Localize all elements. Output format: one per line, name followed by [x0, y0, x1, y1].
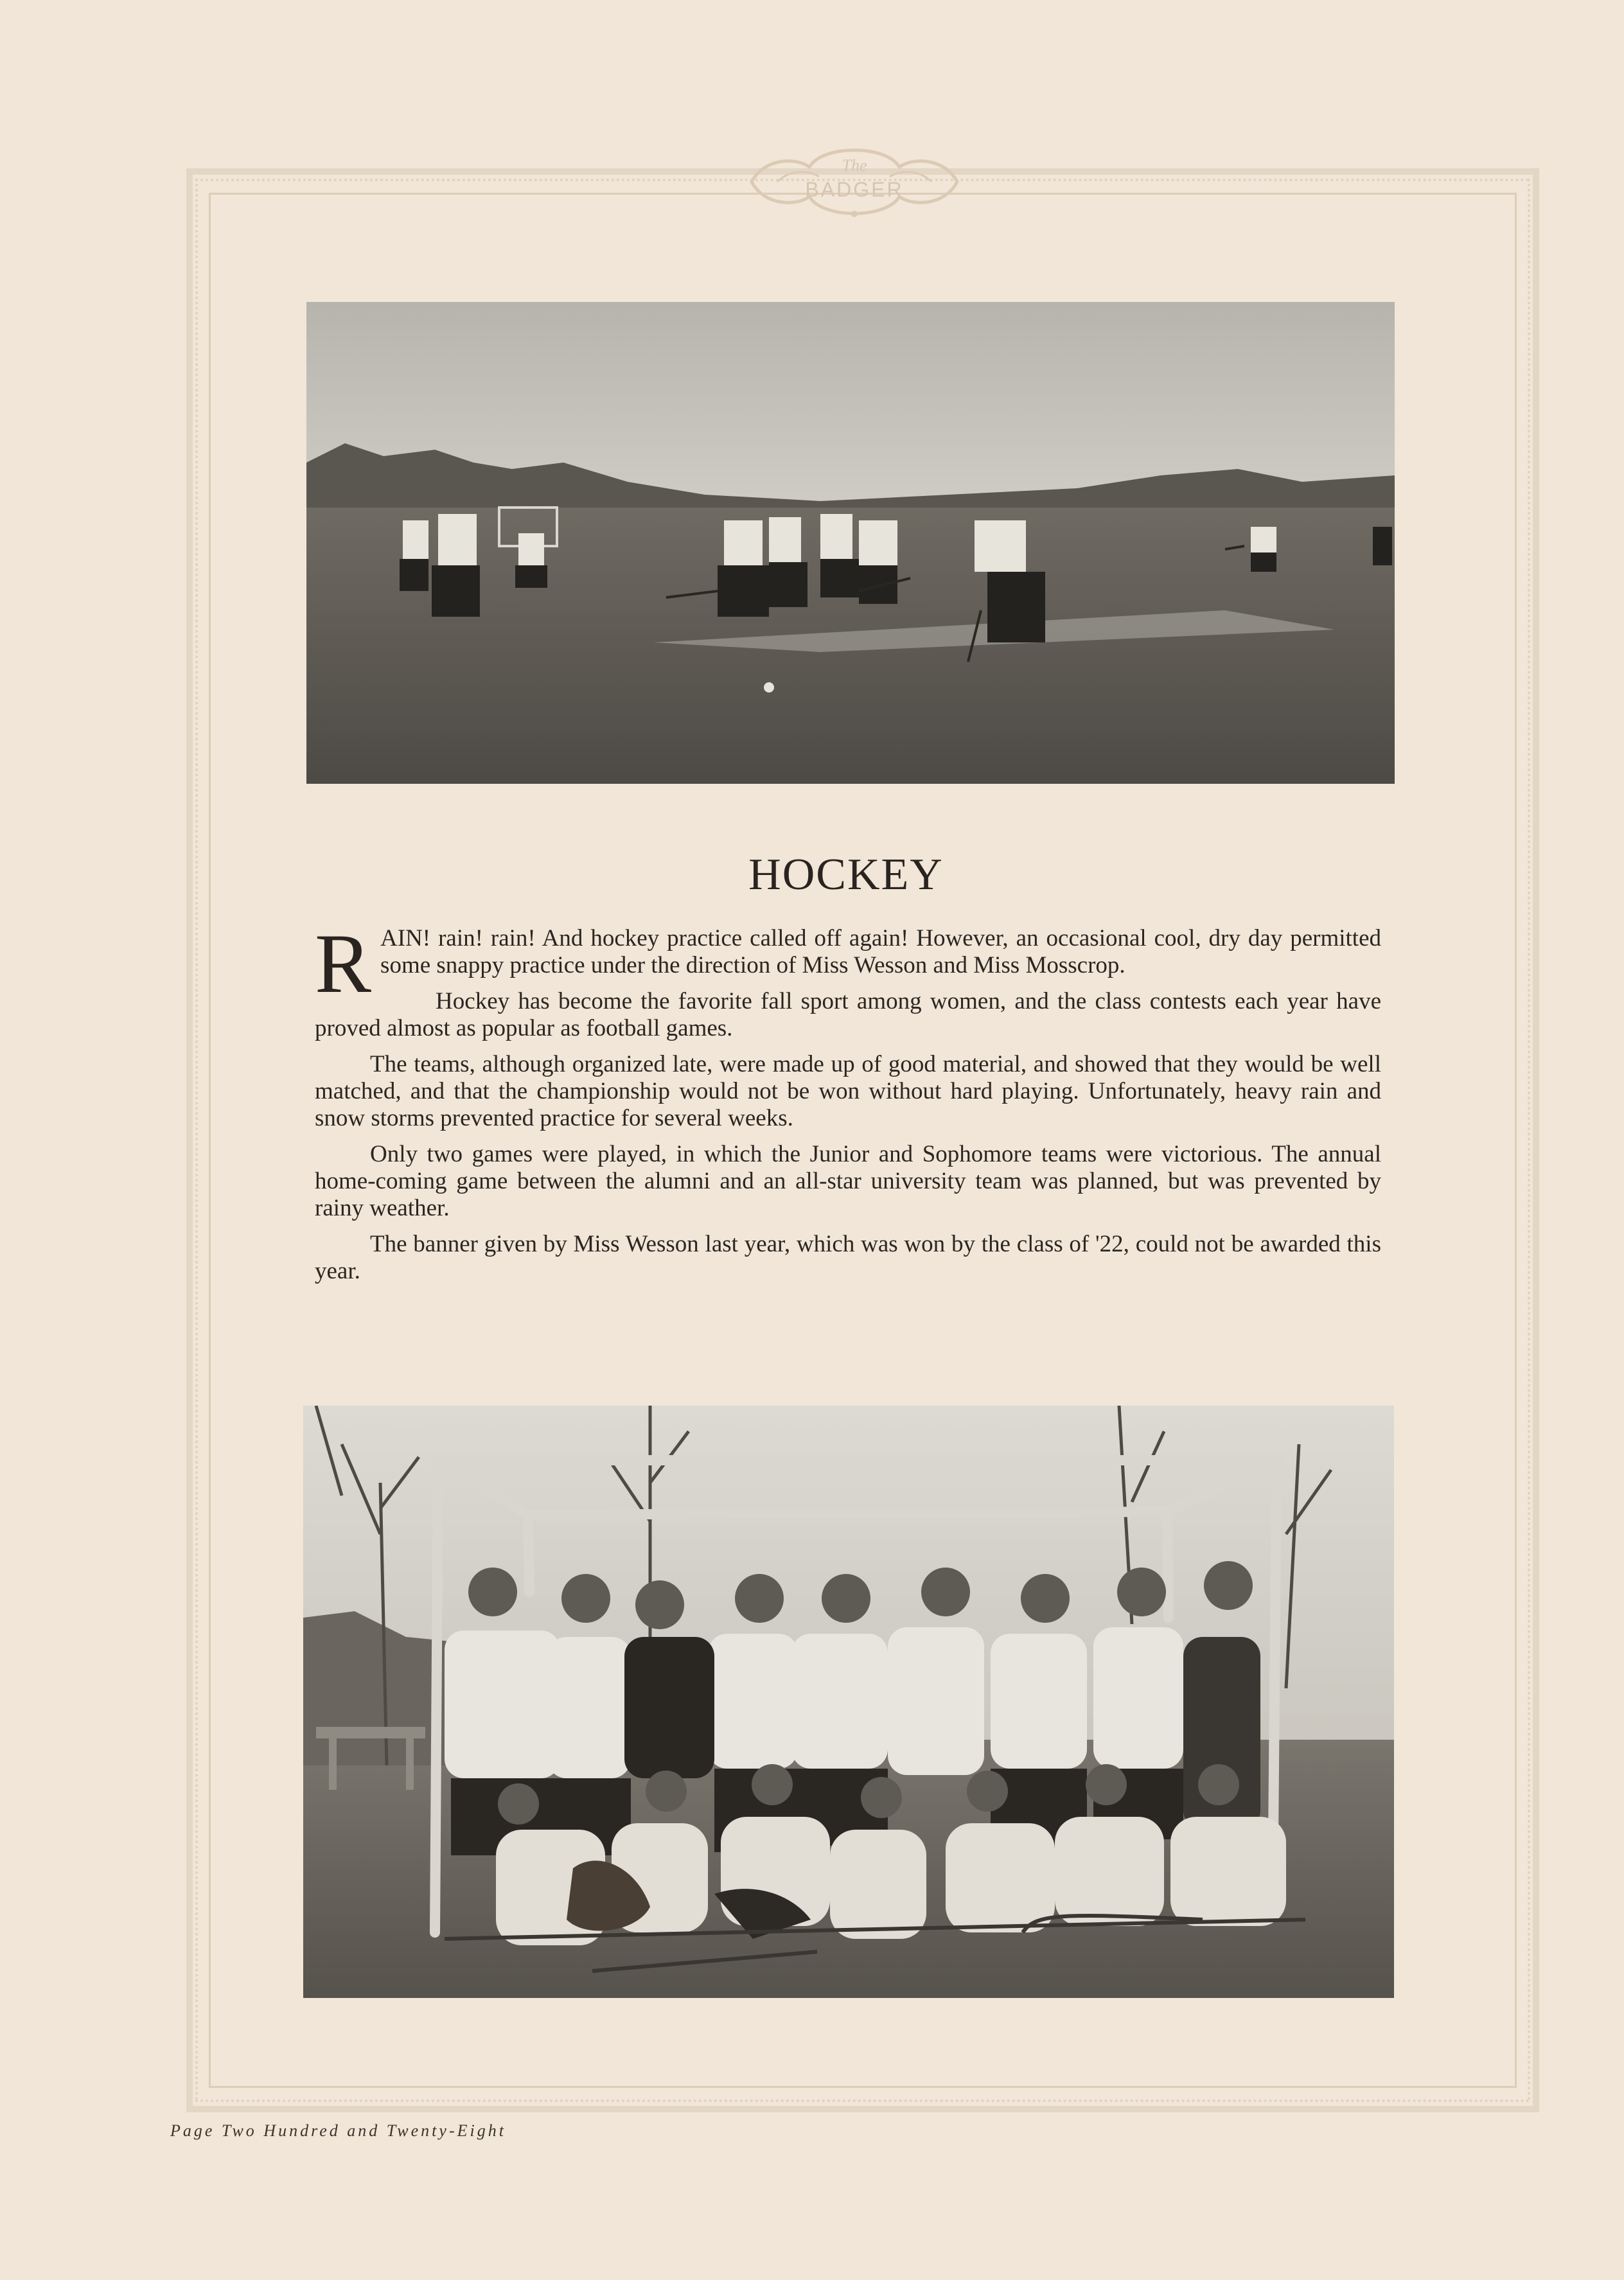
- article-title: HOCKEY: [748, 850, 944, 899]
- article-body: [315, 916, 1381, 1294]
- hockey-game-photo: [306, 302, 1395, 784]
- drop-cap: R: [315, 916, 372, 1011]
- ornament-small-text: The: [842, 156, 867, 175]
- article-paragraph-4: Only two games were played, in which the Junior and Sophomore teams were victorious. The annual home-coming game between the alumni and an all-star university team was planned, but was prevented by rainy weather.: [315, 1141, 1381, 1221]
- hockey-team-photo: [303, 1406, 1394, 1998]
- article-paragraph-2: Hockey has become the favorite fall sport among women, and the class contests each year have proved almost as popular as football games.: [315, 988, 1381, 1041]
- ornament-title: BADGER: [805, 178, 904, 201]
- article-paragraph-5: The banner given by Miss Wesson last year, which was won by the class of '22, could not be awarded this year.: [315, 1231, 1381, 1284]
- article-paragraph-3: The teams, although organized late, were made up of good material, and showed that they would be well matched, and that the championship would not be won without hard playing. Unfortunately, heavy rain and snow storms prevented practice for several weeks.: [315, 1051, 1381, 1131]
- hockey-team-image: [303, 1406, 1394, 1998]
- badger-ornament: [739, 132, 970, 228]
- page-number-footer: Page Two Hundred and Twenty-Eight: [170, 2121, 506, 2140]
- hockey-game-image: [306, 302, 1395, 784]
- article-paragraph-1: RAIN! rain! rain! And hockey practice called off again! However, an occasional cool, dry day permitted some snappy practice under the direction of Miss Wesson and Miss Mosscrop.: [315, 916, 1381, 1011]
